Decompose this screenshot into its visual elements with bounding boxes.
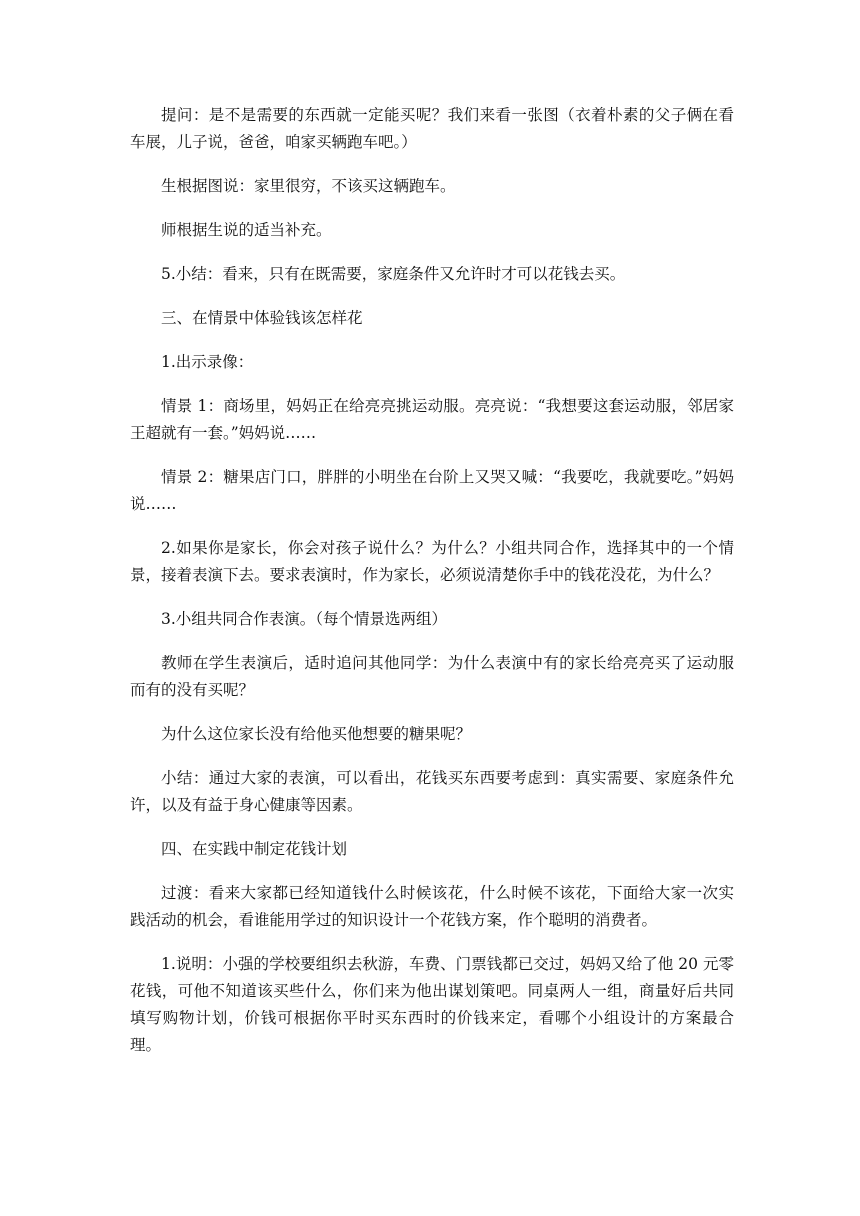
paragraph-teacher-supplement: 师根据生说的适当补充。 [161, 221, 332, 239]
section-heading-3: 三、在情景中体验钱该怎样花 [161, 309, 363, 327]
paragraph-show-video: 1.出示录像： [161, 353, 254, 371]
paragraph-parent-role: 2.如果你是家长，你会对孩子说什么？为什么？小组共同合作，选择其中的一个情景，接着表演下去。要求表演时，作为家长，必须说清楚你手中的钱花没花，为什么？ [130, 539, 734, 584]
paragraph-summary-5: 5.小结：看来，只有在既需要，家庭条件又允许时才可以花钱去买。 [161, 265, 626, 283]
paragraph-scenario-1: 情景 1：商场里，妈妈正在给亮亮挑运动服。亮亮说：“我想要这套运动服，邻居家王超就有一套。”妈妈说…… [130, 397, 734, 442]
paragraph-instruction: 1.说明：小强的学校要组织去秋游，车费、门票钱都已交过，妈妈又给了他 20 元零花钱，可他不知道该买些什么，你们来为他出谋划策吧。同桌两人一组，商量好后共同填写购物计划，价钱可根据你平时买东西时的价钱来定，看哪个小组设计的方案最合理。 [130, 955, 734, 1054]
paragraph-group-performance: 3.小组共同合作表演。（每个情景选两组） [161, 610, 448, 628]
section-heading-4: 四、在实践中制定花钱计划 [161, 840, 348, 858]
paragraph-student-answer: 生根据图说：家里很穷，不该买这辆跑车。 [161, 177, 456, 195]
paragraph-question: 提问：是不是需要的东西就一定能买呢？我们来看一张图（衣着朴素的父子俩在看车展，儿子说，爸爸，咱家买辆跑车吧。） [130, 106, 734, 151]
paragraph-candy-question: 为什么这位家长没有给他买他想要的糖果呢？ [161, 725, 472, 743]
paragraph-teacher-followup: 教师在学生表演后，适时追问其他同学：为什么表演中有的家长给亮亮买了运动服而有的没有买呢？ [130, 654, 734, 699]
paragraph-performance-summary: 小结：通过大家的表演，可以看出，花钱买东西要考虑到：真实需要、家庭条件允许，以及有益于身心健康等因素。 [130, 769, 734, 814]
document-page [130, 102, 734, 1076]
paragraph-scenario-2: 情景 2：糖果店门口，胖胖的小明坐在台阶上又哭又喊：“我要吃，我就要吃。”妈妈说…… [130, 468, 734, 513]
paragraph-transition: 过渡：看来大家都已经知道钱什么时候该花，什么时候不该花，下面给大家一次实践活动的机会，看谁能用学过的知识设计一个花钱方案，作个聪明的消费者。 [130, 884, 734, 929]
